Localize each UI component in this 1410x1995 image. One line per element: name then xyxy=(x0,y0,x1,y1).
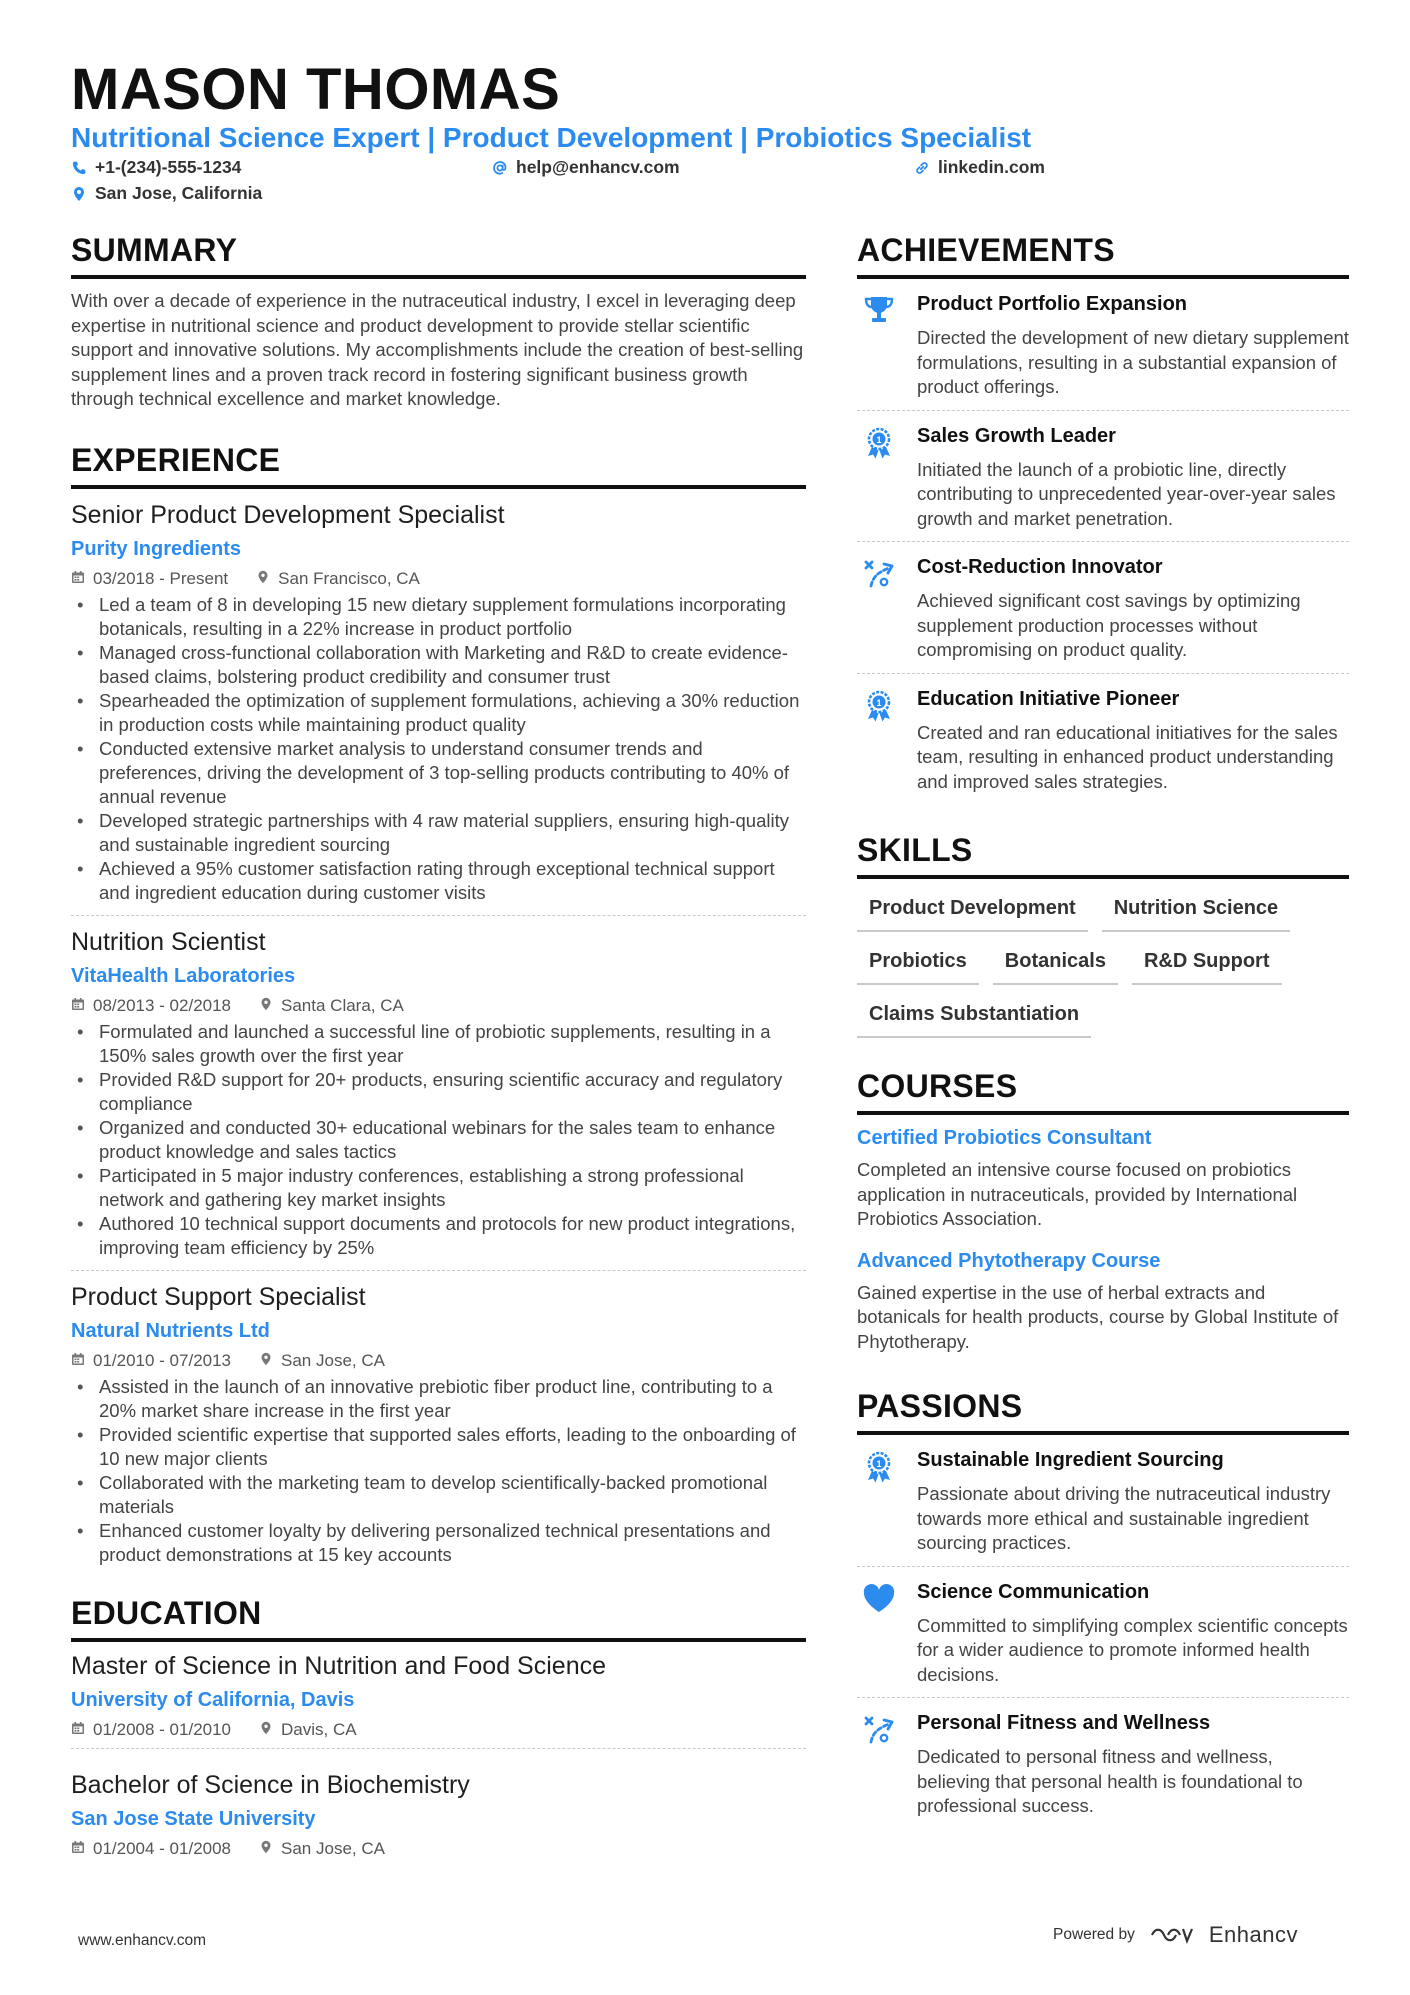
calendar-icon-svg xyxy=(71,1352,85,1366)
item-icon-wrap xyxy=(857,688,917,795)
courses-heading: COURSES xyxy=(857,1068,1349,1115)
location-pin-icon-svg xyxy=(259,1840,273,1854)
job-location xyxy=(259,1839,385,1859)
job-title: Nutrition Scientist xyxy=(71,927,266,956)
job-location xyxy=(259,996,404,1016)
strategy-arrow-icon xyxy=(861,1735,897,1752)
job-location xyxy=(259,1720,357,1740)
job-location xyxy=(256,569,420,589)
job-meta xyxy=(71,1839,806,1859)
trophy-icon xyxy=(861,316,897,333)
item-icon-wrap xyxy=(857,1581,917,1688)
item-body xyxy=(917,1712,1349,1819)
skills-list xyxy=(857,897,1349,1038)
date-range xyxy=(71,569,228,589)
achievement-item xyxy=(857,410,1349,542)
bullet-item: • Participated in 5 major industry conferences, establishing a strong professional network and gathering key market insights xyxy=(71,1164,806,1212)
achievement-item xyxy=(857,673,1349,805)
item-title: Education Initiative Pioneer xyxy=(917,687,1180,710)
course-description: Gained expertise in the use of herbal extracts and botanicals for health products, course by Global Institute of Phytotherapy. xyxy=(857,1281,1339,1352)
phone-icon xyxy=(71,160,87,176)
powered-by-text: Powered by xyxy=(1053,1926,1135,1943)
achievements-list xyxy=(857,279,1349,804)
svg-text:1: 1 xyxy=(876,1459,882,1469)
enhancv-logo-icon xyxy=(1149,1923,1195,1947)
bullet-item: • Formulated and launched a successful line of probiotic supplements, resulting in a 150% sales growth over the first year xyxy=(71,1020,806,1068)
linkedin-text: linkedin.com xyxy=(938,157,1045,177)
skills-heading: SKILLS xyxy=(857,832,1349,879)
item-body xyxy=(917,1581,1349,1688)
strategy-arrow-icon xyxy=(861,579,897,596)
location-pin-icon xyxy=(259,1351,273,1371)
passions-list xyxy=(857,1435,1349,1829)
bullet-item: • Enhanced customer loyalty by delivering personalized technical presentations and product demonstrations at 15 key accounts xyxy=(71,1519,806,1567)
location-pin-icon xyxy=(259,996,273,1016)
location-pin-icon-svg xyxy=(256,570,270,584)
award-ribbon-icon xyxy=(861,434,897,465)
bullet-item: • Managed cross-functional collaboration with Marketing and R&D to create evidence-based claims, bolstering product credibility and consumer trust xyxy=(71,641,806,689)
item-icon-wrap xyxy=(857,293,917,400)
phone-text: +1-(234)-555-1234 xyxy=(95,157,242,177)
candidate-name: MASON THOMAS xyxy=(71,57,561,122)
skill-tag: Claims Substantiation xyxy=(857,1003,1091,1038)
item-body xyxy=(917,425,1349,532)
job-title: Product Support Specialist xyxy=(71,1282,366,1311)
item-body xyxy=(917,1449,1349,1556)
education-list xyxy=(71,1652,806,1867)
item-body xyxy=(917,688,1349,795)
date-range xyxy=(71,1720,231,1740)
experience-heading: EXPERIENCE xyxy=(71,442,806,489)
item-title: Science Communication xyxy=(917,1580,1150,1603)
experience-item xyxy=(71,501,806,915)
location-pin-icon xyxy=(259,1839,273,1859)
item-title: Sustainable Ingredient Sourcing xyxy=(917,1449,1224,1471)
heart-icon xyxy=(861,1604,897,1621)
degree-title: Bachelor of Science in Biochemistry xyxy=(71,1770,470,1799)
footer-website[interactable]: www.enhancv.com xyxy=(78,1932,207,1949)
calendar-icon xyxy=(71,1839,85,1859)
summary-heading: SUMMARY xyxy=(71,232,806,279)
location-pin-icon-svg xyxy=(259,1721,273,1735)
strategy-arrow-icon-svg xyxy=(861,1712,897,1748)
skill-tag: R&D Support xyxy=(1132,950,1282,985)
company-name[interactable]: VitaHealth Laboratories xyxy=(71,964,296,987)
bullet-item: • Developed strategic partnerships with 4 raw material suppliers, ensuring high-quality and sustainable ingredient sourcing xyxy=(71,809,806,857)
job-meta xyxy=(71,996,806,1016)
skill-tag: Botanicals xyxy=(993,950,1118,985)
job-meta xyxy=(71,1351,806,1371)
link-icon xyxy=(914,160,930,176)
brand-name: Enhancv xyxy=(1208,1922,1298,1947)
date-text: 03/2018 - Present xyxy=(93,568,229,588)
svg-text:1: 1 xyxy=(876,434,882,445)
location-text: Davis, CA xyxy=(281,1719,357,1739)
email-text: help@enhancv.com xyxy=(516,157,680,177)
experience-list xyxy=(71,501,806,1577)
job-title: Senior Product Development Specialist xyxy=(71,500,505,529)
bullet-item: • Authored 10 technical support documents and protocols for new product integrations, improving team efficiency by 25% xyxy=(71,1212,806,1260)
location-text: Santa Clara, CA xyxy=(281,995,404,1015)
contact-phone xyxy=(71,157,241,178)
location-text: San Francisco, CA xyxy=(278,568,420,588)
job-bullets xyxy=(71,1375,806,1567)
bullet-item: • Conducted extensive market analysis to understand consumer trends and preferences, driving the development of 3 top-selling products contributing to 40% of annual revenue xyxy=(71,737,806,809)
item-description: Passionate about driving the nutraceutical industry towards more ethical and sustainable ingredient sourcing practices. xyxy=(917,1483,1331,1553)
calendar-icon-svg xyxy=(71,1721,85,1735)
company-name[interactable]: Natural Nutrients Ltd xyxy=(71,1319,270,1342)
school-name[interactable]: University of California, Davis xyxy=(71,1688,355,1711)
contact-linkedin[interactable] xyxy=(914,157,1045,178)
award-ribbon-icon xyxy=(861,697,897,728)
education-item xyxy=(71,1748,806,1867)
location-pin-icon xyxy=(256,569,270,589)
bullet-item: • Achieved a 95% customer satisfaction rating through exceptional technical support and ingredient education during customer visits xyxy=(71,857,806,905)
passions-heading: PASSIONS xyxy=(857,1388,1349,1435)
job-meta xyxy=(71,569,806,589)
job-bullets xyxy=(71,1020,806,1260)
item-description: Committed to simplifying complex scientific concepts for a wider audience to promote informed health decisions. xyxy=(917,1614,1348,1685)
course-title[interactable]: Advanced Phytotherapy Course xyxy=(857,1249,1161,1272)
calendar-icon-svg xyxy=(71,997,85,1011)
achievements-heading: ACHIEVEMENTS xyxy=(857,232,1349,279)
award-ribbon-icon-svg xyxy=(861,425,897,461)
skill-tag: Probiotics xyxy=(857,950,979,985)
skill-tag: Product Development xyxy=(857,897,1088,932)
date-range xyxy=(71,1839,231,1859)
svg-text:1: 1 xyxy=(876,697,882,708)
calendar-icon-svg xyxy=(71,570,85,584)
item-description: Initiated the launch of a probiotic line, directly contributing to unprecedented year-over-year sales growth and market penetration. xyxy=(917,458,1336,529)
experience-item xyxy=(71,1270,806,1577)
item-icon-wrap xyxy=(857,1449,917,1556)
bullet-item: • Provided scientific expertise that supported sales efforts, leading to the onboarding of 10 new major clients xyxy=(71,1423,806,1471)
company-name[interactable]: Purity Ingredients xyxy=(71,537,242,560)
skill-tag: Nutrition Science xyxy=(1102,897,1290,932)
contact-email[interactable] xyxy=(492,157,680,178)
achievement-item xyxy=(857,541,1349,673)
date-text: 08/2013 - 02/2018 xyxy=(93,995,232,1015)
date-text: 01/2008 - 01/2010 xyxy=(93,1719,232,1739)
item-description: Achieved significant cost savings by optimizing supplement production processes without compromising on product quality. xyxy=(917,590,1301,660)
bullet-item: • Provided R&D support for 20+ products, ensuring scientific accuracy and regulatory compliance xyxy=(71,1068,806,1116)
item-icon-wrap xyxy=(857,556,917,663)
job-bullets xyxy=(71,593,806,905)
passion-item xyxy=(857,1566,1349,1698)
passion-item xyxy=(857,1697,1349,1829)
bullet-item: • Led a team of 8 in developing 15 new dietary supplement formulations incorporating botanicals, resulting in a 22% increase in product portfolio xyxy=(71,593,806,641)
item-description: Directed the development of new dietary supplement formulations, resulting in a substantial expansion of product offerings. xyxy=(917,327,1349,397)
bullet-item: • Organized and conducted 30+ educational webinars for the sales team to enhance product knowledge and sales tactics xyxy=(71,1116,806,1164)
education-item xyxy=(71,1652,806,1748)
course-title[interactable]: Certified Probiotics Consultant xyxy=(857,1127,1152,1149)
location-pin-icon xyxy=(71,186,87,202)
footer-branding xyxy=(1053,1922,1298,1948)
date-range xyxy=(71,996,231,1016)
item-description: Created and ran educational initiatives for the sales team, resulting in enhanced product understanding and improved sales strategies. xyxy=(917,721,1338,792)
calendar-icon xyxy=(71,996,85,1016)
award-ribbon-icon xyxy=(861,1459,897,1489)
course-description: Completed an intensive course focused on probiotics application in nutraceuticals, provided by International Probiotics Association. xyxy=(857,1159,1298,1229)
location-pin-icon-svg xyxy=(259,1352,273,1366)
job-location xyxy=(259,1351,385,1371)
item-title: Sales Growth Leader xyxy=(917,424,1116,447)
calendar-icon xyxy=(71,1351,85,1371)
left-column xyxy=(71,232,806,1867)
job-meta xyxy=(71,1720,806,1740)
item-icon-wrap xyxy=(857,425,917,532)
date-text: 01/2004 - 01/2008 xyxy=(93,1838,232,1858)
location-pin-icon-svg xyxy=(259,997,273,1011)
location-pin-icon xyxy=(259,1720,273,1740)
bullet-item: • Collaborated with the marketing team to develop scientifically-backed promotional materials xyxy=(71,1471,806,1519)
location-text: San Jose, CA xyxy=(281,1350,385,1370)
calendar-icon xyxy=(71,569,85,589)
experience-item xyxy=(71,915,806,1270)
item-title: Personal Fitness and Wellness xyxy=(917,1712,1211,1734)
calendar-icon xyxy=(71,1720,85,1740)
location-text: San Jose, CA xyxy=(281,1838,385,1858)
education-heading: EDUCATION xyxy=(71,1595,806,1642)
bullet-item: • Assisted in the launch of an innovative prebiotic fiber product line, contributing to a 20% market share increase in the first year xyxy=(71,1375,806,1423)
award-ribbon-icon-svg xyxy=(861,1449,897,1485)
contact-location xyxy=(71,183,262,204)
achievement-item xyxy=(857,279,1349,410)
item-body xyxy=(917,556,1349,663)
item-icon-wrap xyxy=(857,1712,917,1819)
degree-title: Master of Science in Nutrition and Food Science xyxy=(71,1651,606,1680)
right-column xyxy=(857,232,1349,1829)
item-body xyxy=(917,293,1349,400)
summary-text: With over a decade of experience in the nutraceutical industry, I excel in leveraging deep expertise in nutritional science and product development to provide stellar scientific support and innovative solutions. My accomplishments include the creation of best-selling supplement lines and a proven track record in fostering significant business growth through technical excellence and market knowledge. xyxy=(71,290,804,409)
item-title: Cost-Reduction Innovator xyxy=(917,556,1163,578)
at-icon xyxy=(492,160,508,176)
calendar-icon-svg xyxy=(71,1840,85,1854)
date-range xyxy=(71,1351,231,1371)
passion-item xyxy=(857,1435,1349,1566)
bullet-item: • Spearheaded the optimization of supplement formulations, achieving a 30% reduction in production costs while maintaining product quality xyxy=(71,689,806,737)
item-title: Product Portfolio Expansion xyxy=(917,293,1188,315)
date-text: 01/2010 - 07/2013 xyxy=(93,1350,232,1370)
trophy-icon-svg xyxy=(861,293,897,329)
item-description: Dedicated to personal fitness and wellness, believing that personal health is foundational to professional success. xyxy=(917,1746,1303,1816)
award-ribbon-icon-svg xyxy=(861,688,897,724)
school-name[interactable]: San Jose State University xyxy=(71,1807,316,1830)
candidate-tagline: Nutritional Science Expert | Product Development | Probiotics Specialist xyxy=(71,122,1032,153)
location-text: San Jose, California xyxy=(95,183,263,203)
courses-list xyxy=(857,1127,1349,1354)
strategy-arrow-icon-svg xyxy=(861,556,897,592)
heart-icon-svg xyxy=(861,1581,897,1617)
